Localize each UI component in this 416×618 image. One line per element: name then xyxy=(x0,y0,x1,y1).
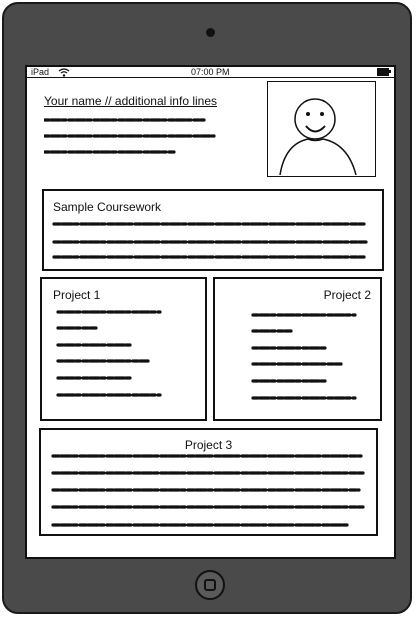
project-2-title: Project 2 xyxy=(323,288,371,302)
ipad-screen xyxy=(25,65,396,559)
project-3-title: Project 3 xyxy=(184,438,233,452)
project-1-section xyxy=(40,277,207,421)
home-button[interactable] xyxy=(195,570,225,600)
coursework-section xyxy=(42,189,384,271)
project-3-text-lines xyxy=(41,430,376,534)
home-square-icon xyxy=(204,579,216,591)
status-carrier: iPad xyxy=(31,67,50,77)
camera-icon xyxy=(206,28,215,37)
project-1-title: Project 1 xyxy=(53,288,101,302)
user-avatar-icon xyxy=(268,82,374,175)
coursework-text-lines xyxy=(44,191,382,269)
project-3-section xyxy=(39,428,378,536)
ipad-device-frame xyxy=(2,2,412,614)
project-2-text-lines xyxy=(215,279,380,419)
battery-icon xyxy=(377,68,389,76)
project-2-section xyxy=(213,277,382,421)
status-bar xyxy=(27,67,394,78)
header-title: Your name // additional info lines xyxy=(44,94,218,108)
status-time: 07:00 PM xyxy=(191,67,230,77)
project-1-text-lines xyxy=(42,279,205,419)
coursework-title: Sample Coursework xyxy=(53,200,162,214)
profile-photo xyxy=(267,81,376,177)
wifi-icon xyxy=(58,68,70,77)
